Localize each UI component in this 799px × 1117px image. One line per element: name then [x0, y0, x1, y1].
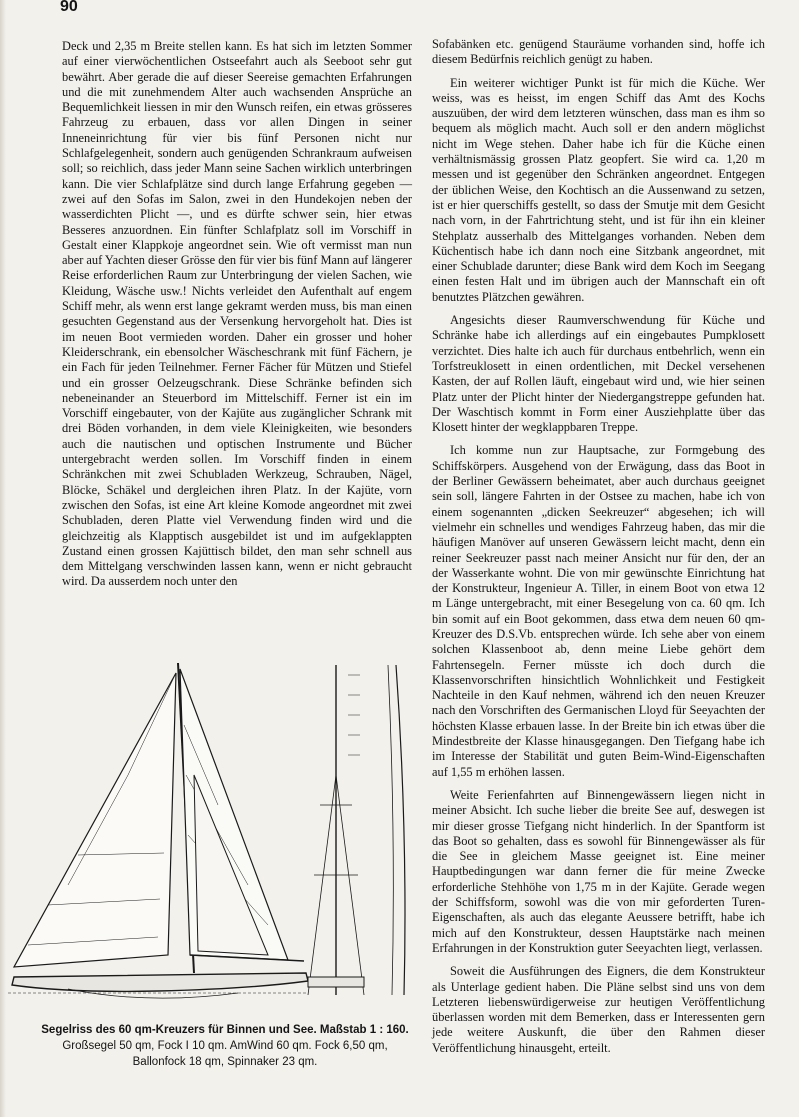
figure-caption [30, 1022, 420, 1070]
caption-title [30, 1022, 420, 1038]
caption-scale: Maßstab 1 : 160. [319, 1024, 409, 1036]
paragraph: Ein weiterer wichtiger Punkt ist für mich die Küche. Wer weiss, was es heisst, im engen Schiff das Amt des Kochs auszuüben, der wird dem letzteren wünschen, dass man es ihm so bequem als möglich macht. Auch soll er den andern möglichst nicht im Wege stehen. Daher habe ich für die Küche einen verhältnismässig grossen Platz geopfert. Sie wird ca. 1,20 m messen und ist gegenüber den Schränken angeordnet. Entgegen der üblichen Weise, den Kochtisch an die Aussenwand zu setzen, ist er hier querschiffs gestellt, so dass der Smutje mit dem Gesicht nach vorn, in der Fahrtrichtung steht, und ist für ihn ein kleiner Stehplatz ausserhalb des Mittelganges vorhanden. Neben dem Küchentisch habe ich dann noch eine Sitzbank angeordnet, mit einer Schublade darunter; diese Bank wird dem Koch im Seegang einen festen Halt und im übrigen auch der Mannschaft ein oft benutztes Plätzchen gewähren. [432, 75, 765, 304]
paragraph: Weite Ferienfahrten auf Binnengewässern liegen nicht in meiner Absicht. Ich suche lieber die breite See auf, deswegen ist mir dieser grosse Tiefgang nicht hinderlich. In der Spantform ist das Boot so gehalten, dass es sowohl für Binnengewässer als für die See in gleichem Masse geeignet ist. Eine meiner Hauptbedingungen war dann ferner die für meine Zwecke erforderliche Stehhöhe von 1,75 m in der Kajüte. Gerade wegen der Schiffsform, sowohl was die von mir geforderten Turen-Eigenschaften, als auch das elegante Aeussere betrifft, habe ich mich auf den Konstrukteur, dessen Hauptstärke nach meinen Erfahrungen in der Konstruktion guter Seeyachten liegt, verlassen. [432, 787, 765, 955]
paragraph: Ich komme nun zur Hauptsache, zur Formgebung des Schiffskörpers. Ausgehend von der Erwägung, dass das Boot in der Berliner Gewässern beheimatet, aber auch durchaus geeignet sein soll, längere Fahrten in der Ostsee zu machen, habe ich von einem sogenannten „dicken Seekreuzer“ abgesehen; ich will vielmehr ein schnelles und wendiges Fahrzeug haben, das mir die häufigen Manöver auf unseren Gewässern leicht macht, denn ein reiner Seekreuzer passt nach meiner Ansicht nur für den, der an der Wasserkante wohnt. Die von mir gewünschte Einrichtung hat der Konstrukteur, Ingenieur A. Tiller, in einem Boot von etwa 12 m Länge untergebracht, mit einer Besegelung von ca. 60 qm. Ich bin somit auf ein Boot gekommen, dass etwa dem neuen 60 qm-Kreuzer des D.S.Vb. entsprechen würde. Ich sehe aber von einem solchen Klassenboot ab, denn meine Liebe gehört dem Fahrtensegeln. Ferner müsste ich doch durch die Klassenvorschriften hinsichtlich Wohnlichkeit und Festigkeit Nachteile in den Kauf nehmen, während ich den neuen Kreuzer nach den Vorschriften des Germanischen Lloyd für Seeyachten der höchsten Klasse erbauen lasse. In der Breite bin ich etwas über die Mindestbreite der Klasse hinausgegangen. Den Tiefgang habe ich im Interesse der Stabilität und guten Beim-Wind-Eigenschaften auf 1,55 m erhöhen lassen. [432, 443, 765, 779]
caption-line: Großsegel 50 qm, Fock I 10 qm. AmWind 60 qm. Fock 6,50 qm, [62, 1040, 388, 1052]
right-text-column [432, 37, 765, 1056]
foresail [14, 673, 176, 967]
left-text-column [62, 39, 412, 590]
caption-line: Ballonfock 18 qm, Spinnaker 23 qm. [132, 1056, 318, 1068]
paragraph: Deck und 2,35 m Breite stellen kann. Es hat sich im letzten Sommer auf einer vierwöchentlichen Ostseefahrt auch als Seeboot sehr gut bewährt. Aber gerade die auf dieser Seereise gemachten Erfahrungen und die mit zunehmendem Alter auch wachsenden Ansprüche an Bequemlichkeit liessen in mir den Wunsch reifen, ein etwas grösseres Fahrzeug zu erbauen, dass vor allen Dingen in seiner Inneneinrichtung für vier bis fünf Personen nicht nur Schlafgelegenheit, sondern auch genügenden Schrankraum aufweisen soll; so reichlich, dass jeder Mann seine Sachen wirklich unterbringen kann. Die vier Schlafplätze sind durch lange Erfahrung gegeben — zwei auf den Sofas im Salon, zwei in den Hundekojen neben der wasserdichten Plicht —, und es dürfte schwer sein, hier etwas Besseres anzuordnen. Ein fünfter Schlafplatz soll im Vorschiff in Gestalt einer Klappkoje angeordnet sein. Wie oft vermisst man nun aber auf Yachten dieser Grösse den für vier bis fünf Mann auf längerer Reise erforderlichen Raum zur Unterbringung der vielen Sachen, wie Kleidung, Wäsche usw.! Nichts verleidet den Aufenthalt auf engem Schiff mehr, als wenn erst lange gekramt werden muss, bis man einen gesuchten Gegenstand aus der Versenkung hervorgeholt hat. Dies ist im neuen Boot vermieden worden. Daher ein grosser und hoher Kleiderschrank, ein ebensolcher Wäscheschrank mit fünf Fächern, je ein Fach für jeden Teilnehmer. Ferner Fächer für Mützen und Stiefel und ein grosser Oelzeugschrank. Diese Schränke befinden sich nebeneinander an Steuerbord im Mittelschiff. Ferner ist ein im Vorschiff eingebauter, von der Kajüte aus zugänglicher Schrank mit drei Böden vorhanden, in dem viele Kleinigkeiten, wie besonders auch die nautischen und optischen Instrumente und Bücher untergebracht werden sollen. Im Vorschiff finden in einem Schränkchen mit zwei Schubladen Werkzeug, Schrauben, Nägel, Blöcke, Schäkel und dergleichen ihren Platz. In der Kajüte, vorn zwischen den Sofas, ist eine Art kleine Komode angeordnet mit zwei Schubladen, deren Platte viel Verwendung finden wird und die gleichzeitig als Klapptisch ausgebildet ist und im aufgeklappten Zustand einen grossen Kajüttisch bildet, den man sehr schnell aus dem Mittelgang verschwinden lassen kann, wenn er nicht gebraucht wird. Da ausserdem noch unter den [62, 39, 412, 589]
page-number: 90 [60, 0, 78, 15]
page-gutter-shadow [0, 0, 6, 1117]
paragraph: Soweit die Ausführungen des Eigners, die dem Konstrukteur als Unterlage gedient haben. Die Pläne selbst sind uns von dem Letzteren liebenswürdigerweise zur heutigen Veröffentlichung überlassen worden mit dem Bemerken, dass er Interessenten gern jede weitere Auskunft, die über den Rahmen dieser Veröffentlichung hinausgeht, erteilt. [432, 964, 765, 1055]
caption-title-text: Segelriss des 60 qm-Kreuzers für Binnen und See. [41, 1024, 317, 1036]
paragraph: Angesichts dieser Raumverschwendung für Küche und Schränke habe ich allerdings auf ein eingebautes Pumpklosett verzichtet. Dies halte ich auch für durchaus entbehrlich, wenn ein Torfstreuklosett in einen ordentlichen, mit Deckel versehenen Kasten, der auf Rollen läuft, eingebaut wird und, wie hier seinen Platz unter der Plicht hinter der Niedergangstreppe gefunden hat. Der Waschtisch kommt in Form einer Ausziehplatte über das Klosett hinter der wegklappbaren Treppe. [432, 313, 765, 435]
paragraph: Sofabänken etc. genügend Stauräume vorhanden sind, hoffe ich diesem Bedürfnis reichlich genügt zu haben. [432, 37, 765, 67]
spar-detail [396, 665, 405, 995]
sail-plan-drawing [8, 655, 416, 1025]
hull-outline [12, 973, 308, 991]
